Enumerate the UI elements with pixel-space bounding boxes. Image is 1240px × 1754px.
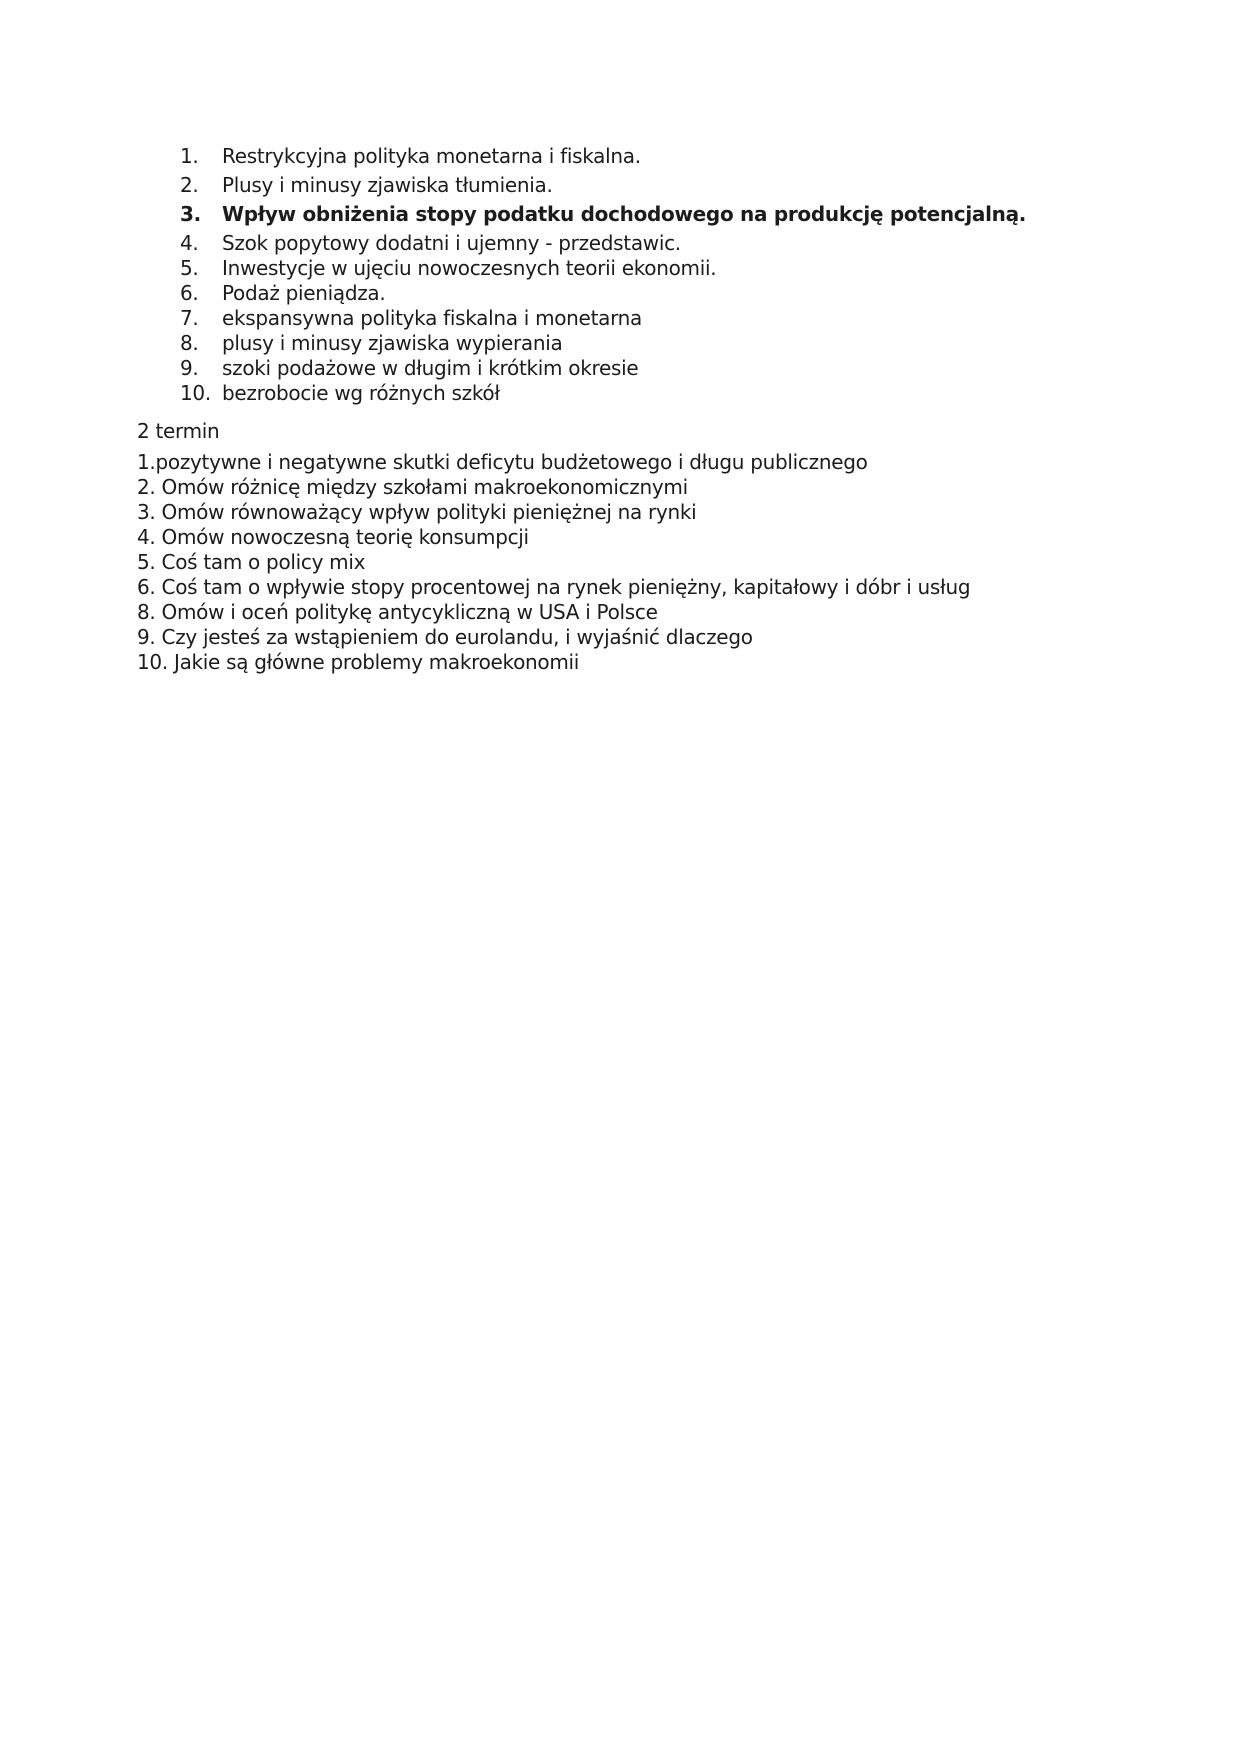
list-item-text: Inwestycje w ujęciu nowoczesnych teorii ekonomii.	[222, 256, 717, 280]
list-item	[180, 256, 1026, 281]
list-item-number: 10.	[180, 381, 211, 405]
term2-line: 8. Omów i oceń politykę antycykliczną w USA i Polsce	[137, 600, 658, 624]
list-item-number: 9.	[180, 356, 199, 380]
list-item	[180, 144, 1026, 169]
list-item	[180, 306, 1026, 331]
list-item-text: Restrykcyjna polityka monetarna i fiskalna.	[222, 144, 641, 168]
term2-line: 6. Coś tam o wpływie stopy procentowej na rynek pieniężny, kapitałowy i dóbr i usług	[137, 575, 971, 599]
term2-line: 10. Jakie są główne problemy makroekonomii	[137, 650, 580, 674]
term2-line: 4. Omów nowoczesną teorię konsumpcji	[137, 525, 529, 549]
list-item	[180, 231, 1026, 256]
list-item-number: 4.	[180, 231, 199, 255]
list-item-number: 7.	[180, 306, 199, 330]
list-item-number: 1.	[180, 144, 199, 168]
term2-line: 5. Coś tam o policy mix	[137, 550, 366, 574]
list-item-number: 3.	[180, 202, 201, 226]
list-item-text: bezrobocie wg różnych szkół	[222, 381, 500, 405]
list-item	[180, 173, 1026, 198]
list-item-text: Plusy i minusy zjawiska tłumienia.	[222, 173, 553, 197]
list-item	[180, 331, 1026, 356]
list-item	[180, 202, 1026, 227]
term2-line: 9. Czy jesteś za wstąpieniem do eurolandu, i wyjaśnić dlaczego	[137, 625, 753, 649]
list-item-text: Wpływ obniżenia stopy podatku dochodowego na produkcję potencjalną.	[222, 202, 1027, 226]
list-item-number: 2.	[180, 173, 199, 197]
term1-numbered-list	[180, 144, 1026, 406]
term2-heading: 2 termin	[137, 419, 220, 443]
list-item-number: 6.	[180, 281, 199, 305]
list-item	[180, 381, 1026, 406]
term2-line: 1.pozytywne i negatywne skutki deficytu budżetowego i długu publicznego	[137, 450, 868, 474]
term2-section	[137, 419, 970, 675]
term2-line: 2. Omów różnicę między szkołami makroekonomicznymi	[137, 475, 688, 499]
list-item-number: 8.	[180, 331, 199, 355]
list-item-text: Szok popytowy dodatni i ujemny - przedstawic.	[222, 231, 681, 255]
list-item-text: szoki podażowe w długim i krótkim okresie	[222, 356, 639, 380]
list-item	[180, 281, 1026, 306]
list-item	[180, 356, 1026, 381]
list-item-text: plusy i minusy zjawiska wypierania	[222, 331, 563, 355]
list-item-text: Podaż pieniądza.	[222, 281, 386, 305]
list-item-number: 5.	[180, 256, 199, 280]
list-item-text: ekspansywna polityka fiskalna i monetarna	[222, 306, 642, 330]
term2-line: 3. Omów równoważący wpływ polityki pieniężnej na rynki	[137, 500, 697, 524]
